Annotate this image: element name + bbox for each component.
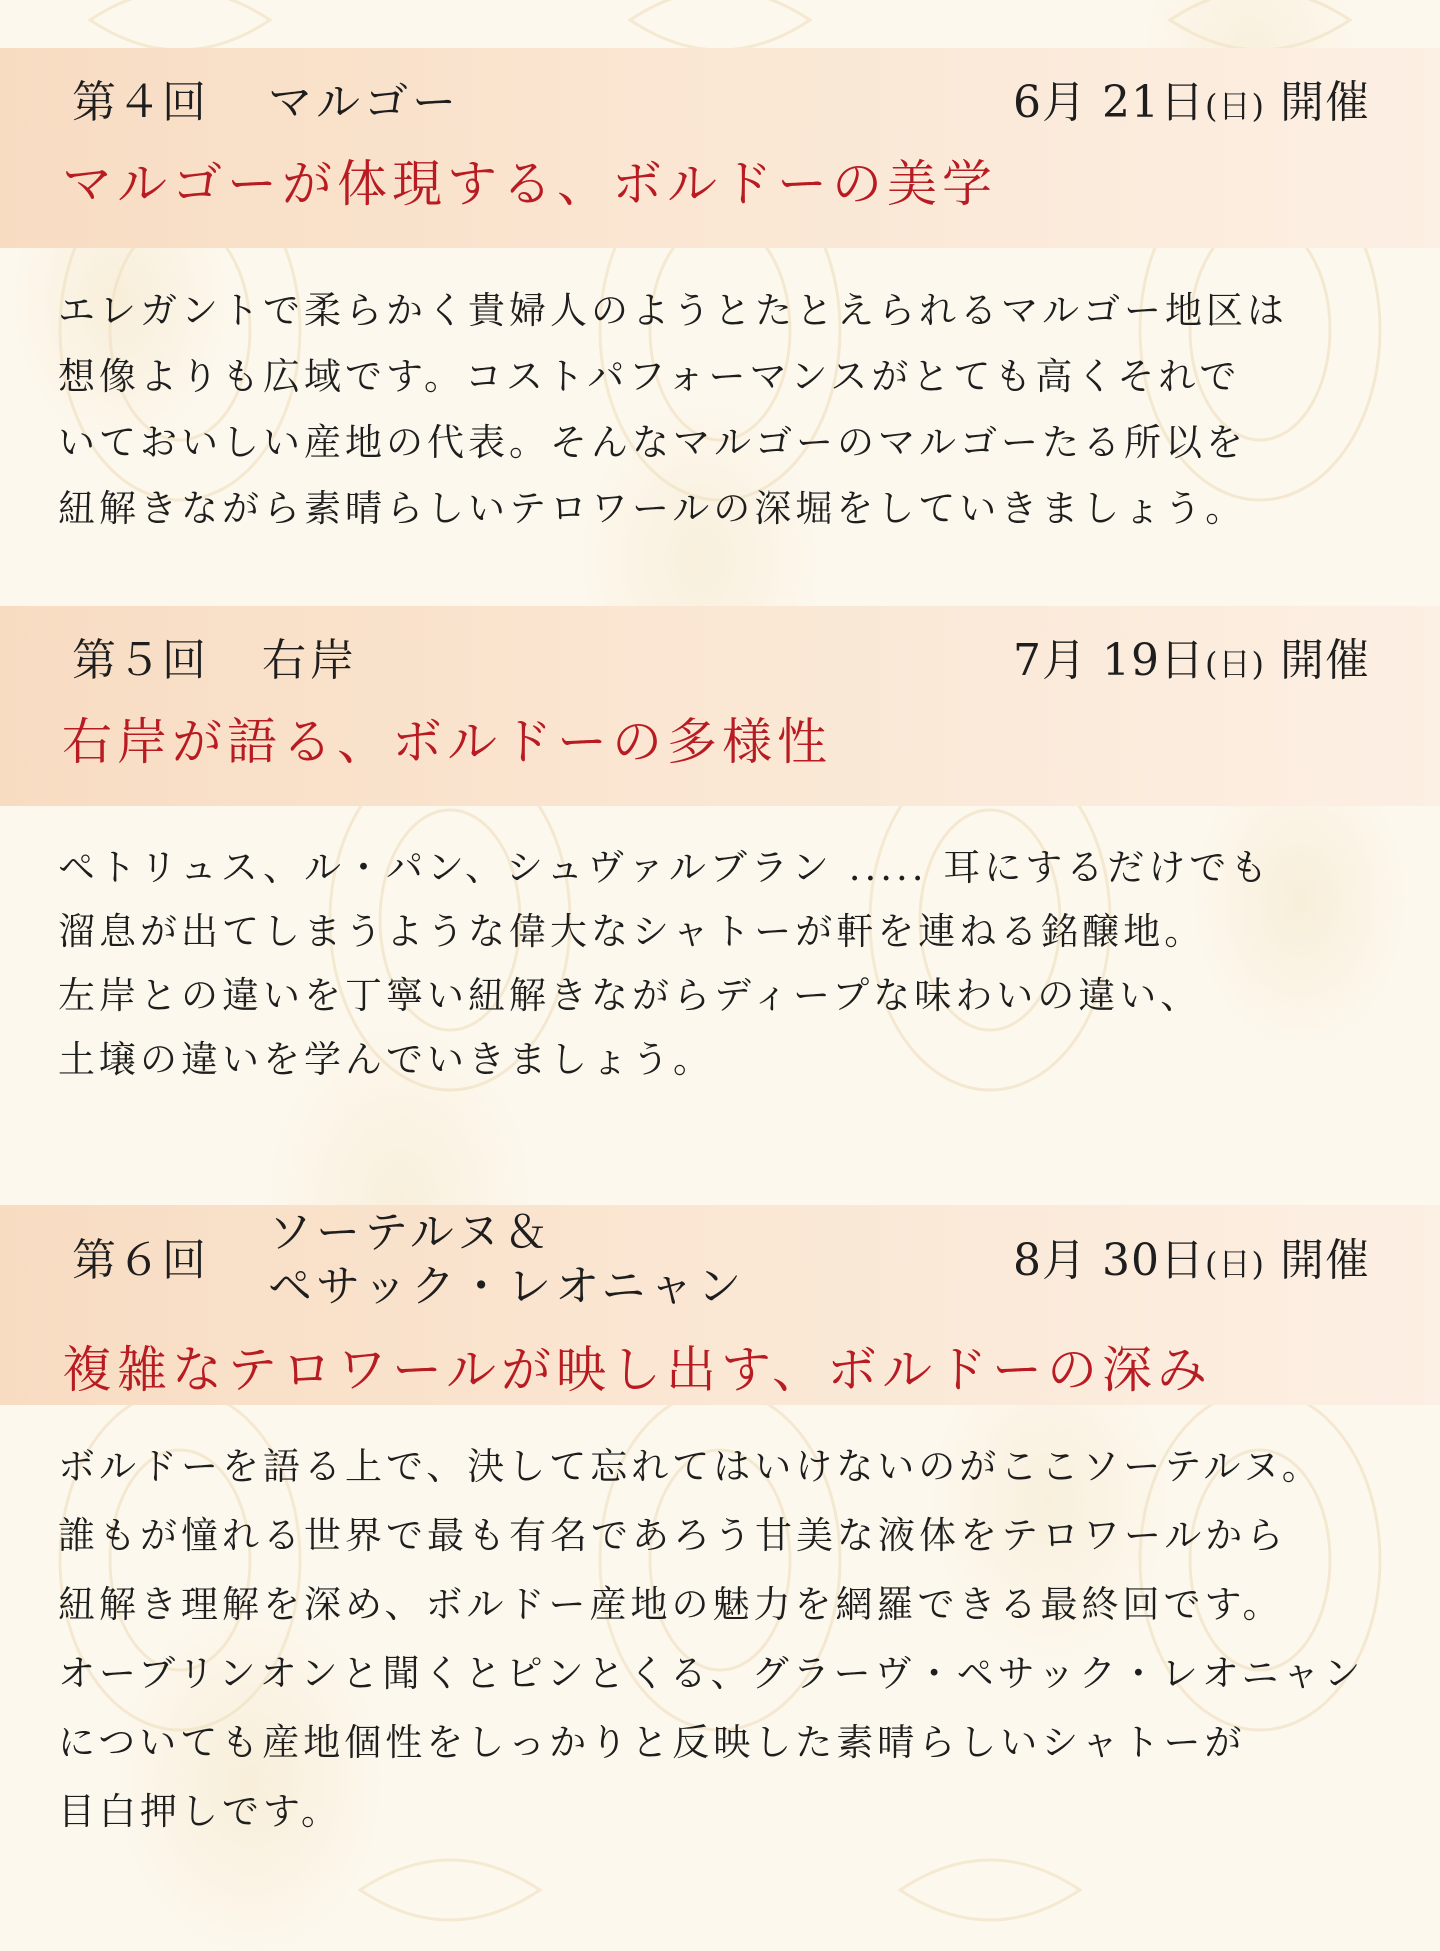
episode-6-suffix: 開催 (1280, 1235, 1370, 1286)
episode-5-weekday: (日) (1205, 645, 1265, 683)
description-line: 紐解き理解を深め、ボルドー産地の魅力を網羅できる最終回です。 (58, 1583, 1284, 1626)
episode-4-region: マルゴー (268, 77, 460, 128)
episode-6-description (58, 1432, 1398, 1846)
description-line: 誰もが憧れる世界で最も有名であろう甘美な液体をテロワールから (58, 1514, 1288, 1557)
episode-6-month: 8月 (1013, 1235, 1088, 1286)
episode-4-subtitle: マルゴーが体現する、ボルドーの美学 (62, 155, 997, 213)
episode-5-region: 右岸 (262, 635, 358, 686)
description-line: 紐解きながら素晴らしいテロワールの深堀をしていきましょう。 (58, 487, 1247, 530)
description-line: 土壌の違いを学んでいきましょう。 (58, 1038, 714, 1081)
episode-4-date (1013, 66, 1370, 130)
episode-6-label: 第６回 (72, 1235, 207, 1286)
episode-5-subtitle: 右岸が語る、ボルドーの多様性 (62, 713, 832, 771)
episode-6-date (1013, 1224, 1370, 1288)
episode-4-description (58, 278, 1398, 542)
description-line: いておいしい産地の代表。そんなマルゴーのマルゴーたる所以を (58, 421, 1247, 464)
episode-6-day: 30日 (1102, 1235, 1206, 1286)
episode-5-label: 第５回 (72, 635, 207, 686)
episode-4-suffix: 開催 (1280, 77, 1370, 128)
description-line: オーブリンオンと聞くとピンとくる、グラーヴ・ペサック・レオニャン (58, 1652, 1365, 1695)
episode-6-subtitle: 複雑なテロワールが映し出す、ボルドーの深み (62, 1341, 1212, 1399)
episode-5-date (1013, 624, 1370, 688)
episode-5-month: 7月 (1013, 635, 1088, 686)
description-line: 左岸との違いを丁寧い紐解きながらディープな味わいの違い、 (58, 974, 1202, 1017)
episode-4-day: 21日 (1102, 77, 1206, 128)
description-line: 溜息が出てしまうような偉大なシャトーが軒を連ねる銘醸地。 (58, 910, 1206, 953)
description-line: ボルドーを語る上で、決して忘れてはいけないのがここソーテルヌ。 (58, 1445, 1323, 1488)
description-line: についても産地個性をしっかりと反映した素晴らしいシャトーが (58, 1721, 1246, 1764)
description-line: エレガントで柔らかく貴婦人のようとたとえられるマルゴー地区は (58, 289, 1288, 332)
episode-5-day: 19日 (1102, 635, 1206, 686)
episode-4-weekday: (日) (1205, 87, 1265, 125)
episode-5-suffix: 開催 (1280, 635, 1370, 686)
episode-4-month: 6月 (1013, 77, 1088, 128)
episode-6-region: ソーテルヌ＆ ペサック・レオニャン (268, 1207, 746, 1312)
episode-4-label: 第４回 (72, 77, 207, 128)
description-line: 想像よりも広域です。コストパフォーマンスがとても高くそれで (58, 355, 1241, 398)
episode-6-weekday: (日) (1205, 1245, 1265, 1283)
description-line: ペトリュス、ル・パン、シュヴァルブラン ..... 耳にするだけでも (58, 846, 1272, 889)
description-line: 目白押しです。 (58, 1790, 343, 1833)
episode-5-description (58, 836, 1398, 1092)
